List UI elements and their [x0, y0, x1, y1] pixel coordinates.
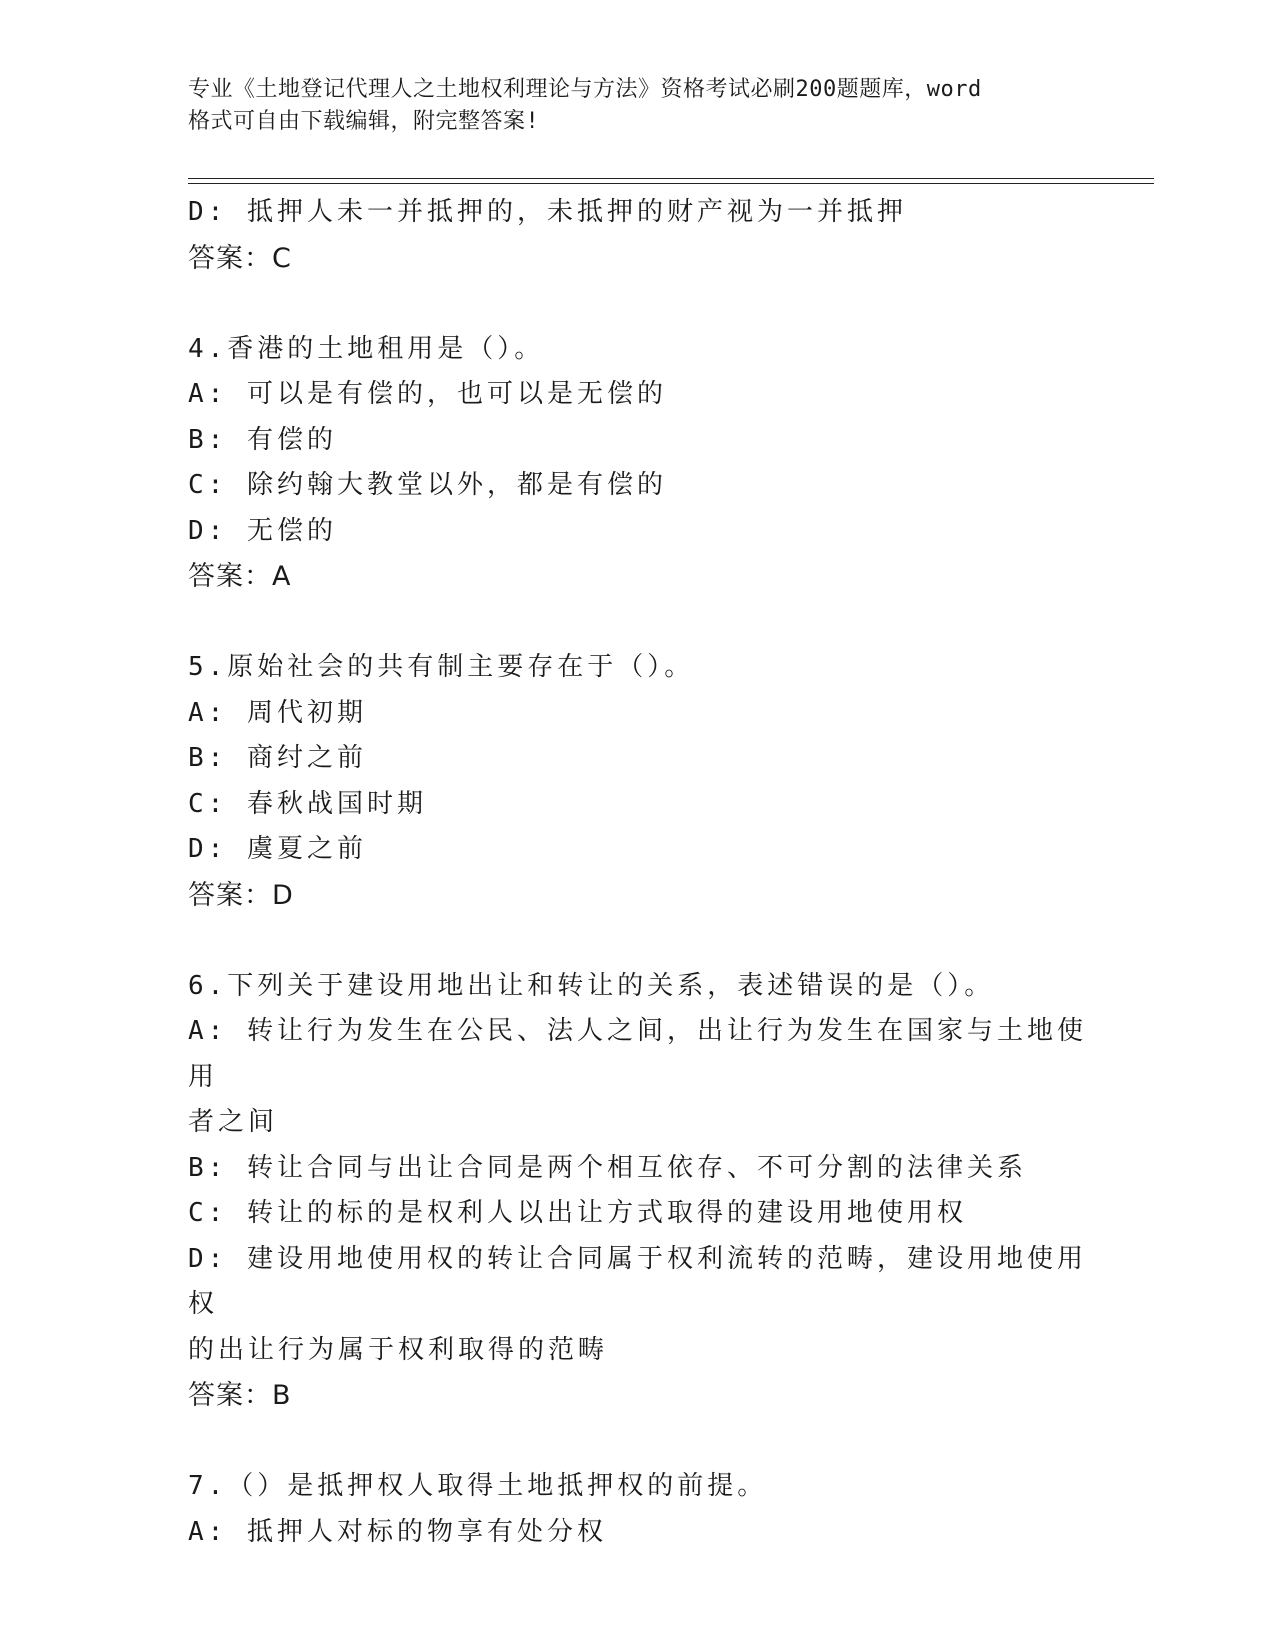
question-stem: 7.（）是抵押权人取得土地抵押权的前提。	[188, 1471, 768, 1501]
question-stem: 6.下列关于建设用地出让和转让的关系，表述错误的是（）。	[188, 970, 995, 1001]
option-d: D: 抵押人未一并抵押的，未抵押的财产视为一并抵押	[188, 197, 907, 227]
document-header	[188, 74, 1068, 138]
option-d-line-2: 的出让行为属于权利取得的范畴	[188, 1334, 609, 1365]
header-divider-bottom	[188, 183, 1154, 184]
option-d-line-1: D: 建设用地使用权的转让合同属于权利流转的范畴，建设用地使用权	[188, 1243, 1087, 1319]
option-b: B: 商纣之前	[188, 743, 367, 773]
option-b: B: 转让合同与出让合同是两个相互依存、不可分割的法律关系	[188, 1152, 1027, 1183]
option-d: D: 虞夏之前	[188, 834, 367, 864]
answer: 答案：C	[188, 242, 292, 274]
option-a-line-2: 者之间	[188, 1107, 279, 1137]
option-c: C: 除约翰大教堂以外，都是有偿的	[188, 470, 667, 500]
option-a: A: 抵押人对标的物享有处分权	[188, 1516, 607, 1547]
question-7	[188, 1464, 1088, 1555]
question-4	[188, 327, 1088, 600]
header-title-line-1: 专业《土地登记代理人之土地权利理论与方法》资格考试必刷200题题库，word	[188, 77, 982, 102]
answer: 答案：A	[188, 561, 292, 592]
question-5	[188, 645, 1088, 918]
option-c: C: 春秋战国时期	[188, 788, 427, 819]
option-d: D: 无偿的	[188, 515, 337, 546]
option-b: B: 有偿的	[188, 424, 337, 455]
header-title-line-2: 格式可自由下载编辑，附完整答案!	[188, 109, 540, 134]
header-divider-top	[188, 178, 1154, 179]
spacer	[188, 1419, 1088, 1465]
option-a-line-1: A: 转让行为发生在公民、法人之间，出让行为发生在国家与土地使用	[188, 1016, 1087, 1092]
option-c: C: 转让的标的是权利人以出让方式取得的建设用地使用权	[188, 1198, 967, 1228]
spacer	[188, 600, 1088, 646]
answer: 答案：D	[188, 879, 294, 911]
question-stem: 4.香港的土地租用是（）。	[188, 333, 545, 364]
option-a: A: 周代初期	[188, 697, 367, 728]
question-list	[188, 190, 1088, 1555]
answer: 答案：B	[188, 1380, 292, 1411]
question-stem: 5.原始社会的共有制主要存在于（）。	[188, 652, 695, 682]
question-6	[188, 964, 1088, 1419]
question-3-tail	[188, 190, 1088, 281]
spacer	[188, 918, 1088, 964]
spacer	[188, 281, 1088, 327]
option-a: A: 可以是有偿的，也可以是无偿的	[188, 379, 667, 409]
